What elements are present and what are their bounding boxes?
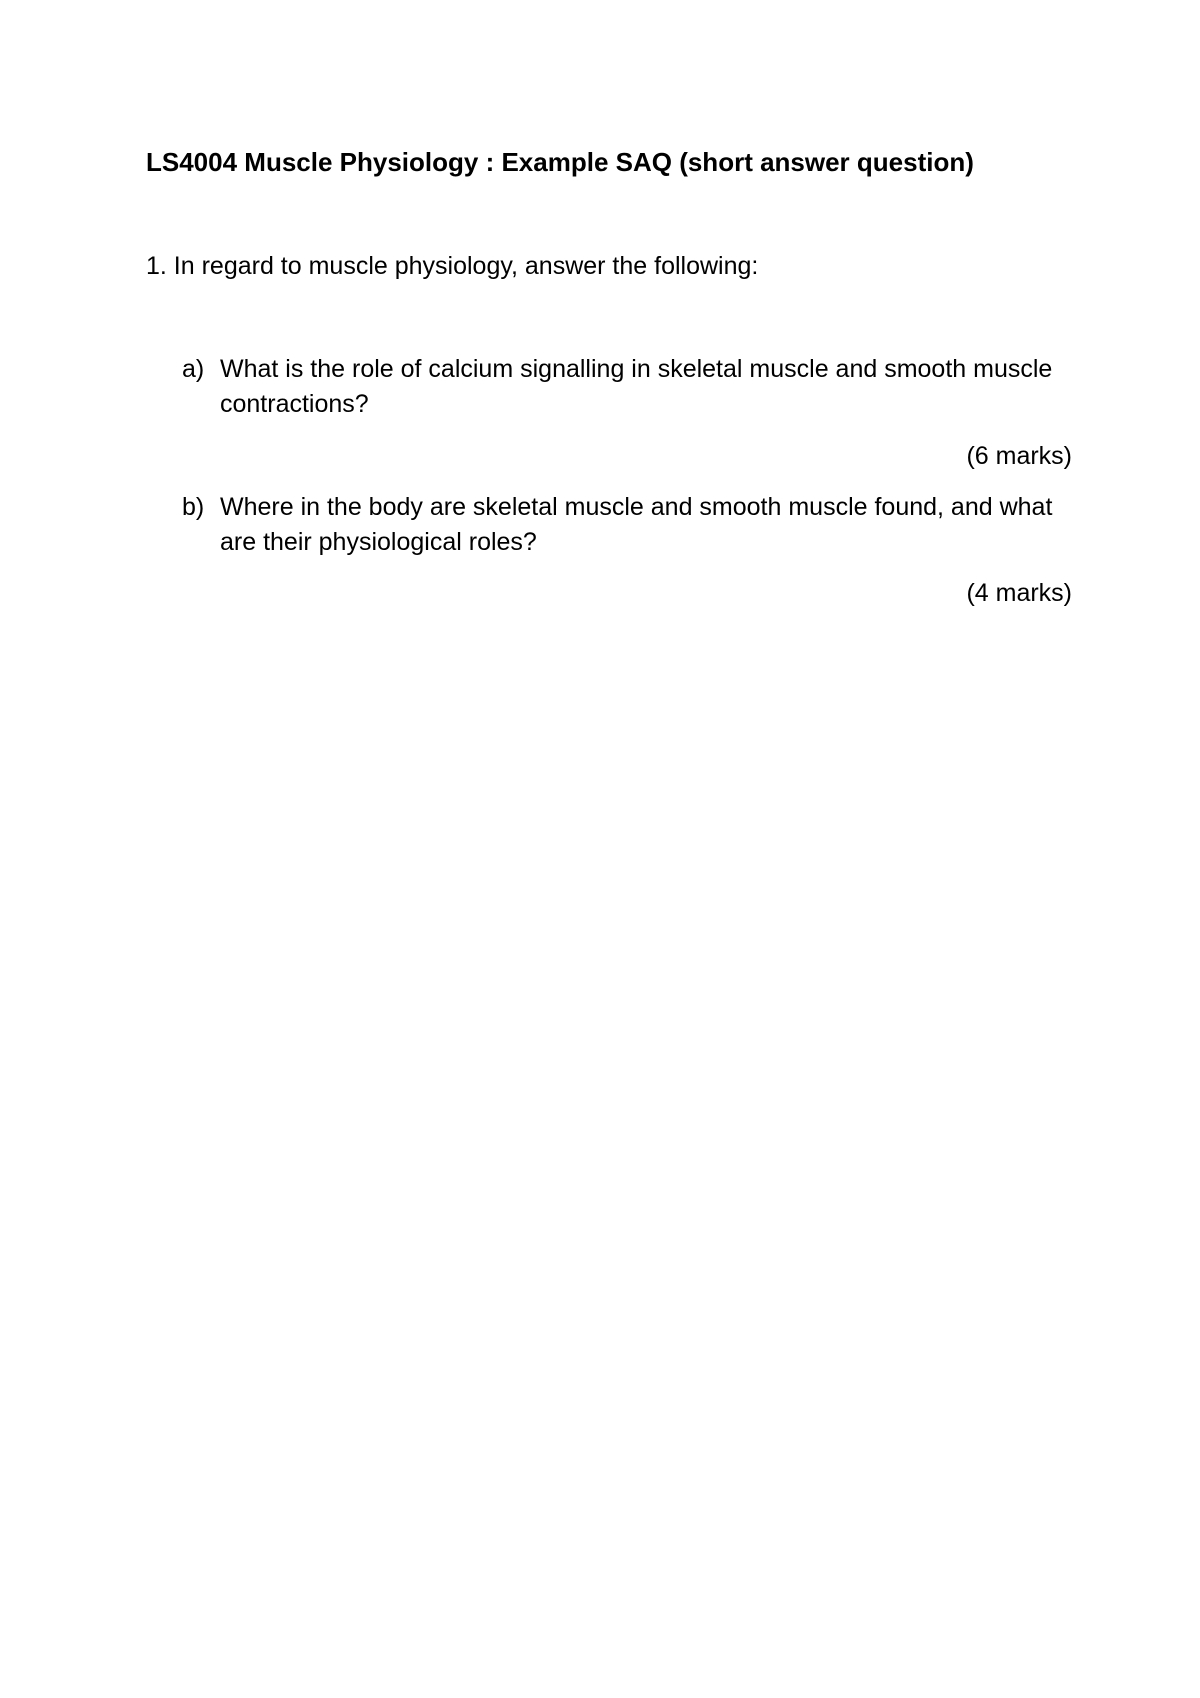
part-b-marks: (4 marks)	[966, 579, 1072, 607]
part-b-label: b)	[182, 493, 205, 521]
part-a-label: a)	[182, 355, 205, 383]
part-a-text: What is the role of calcium signalling in skeletal muscle and smooth muscle contractions?	[220, 355, 1053, 418]
question-1-intro: 1. In regard to muscle physiology, answer the following:	[146, 252, 759, 280]
part-a-marks: (6 marks)	[966, 442, 1072, 470]
part-b-text: Where in the body are skeletal muscle and smooth muscle found, and what are their physiological roles?	[220, 493, 1053, 556]
question-part-b	[182, 490, 1072, 560]
question-part-a	[182, 352, 1072, 422]
document-title: LS4004 Muscle Physiology : Example SAQ (short answer question)	[146, 147, 974, 177]
